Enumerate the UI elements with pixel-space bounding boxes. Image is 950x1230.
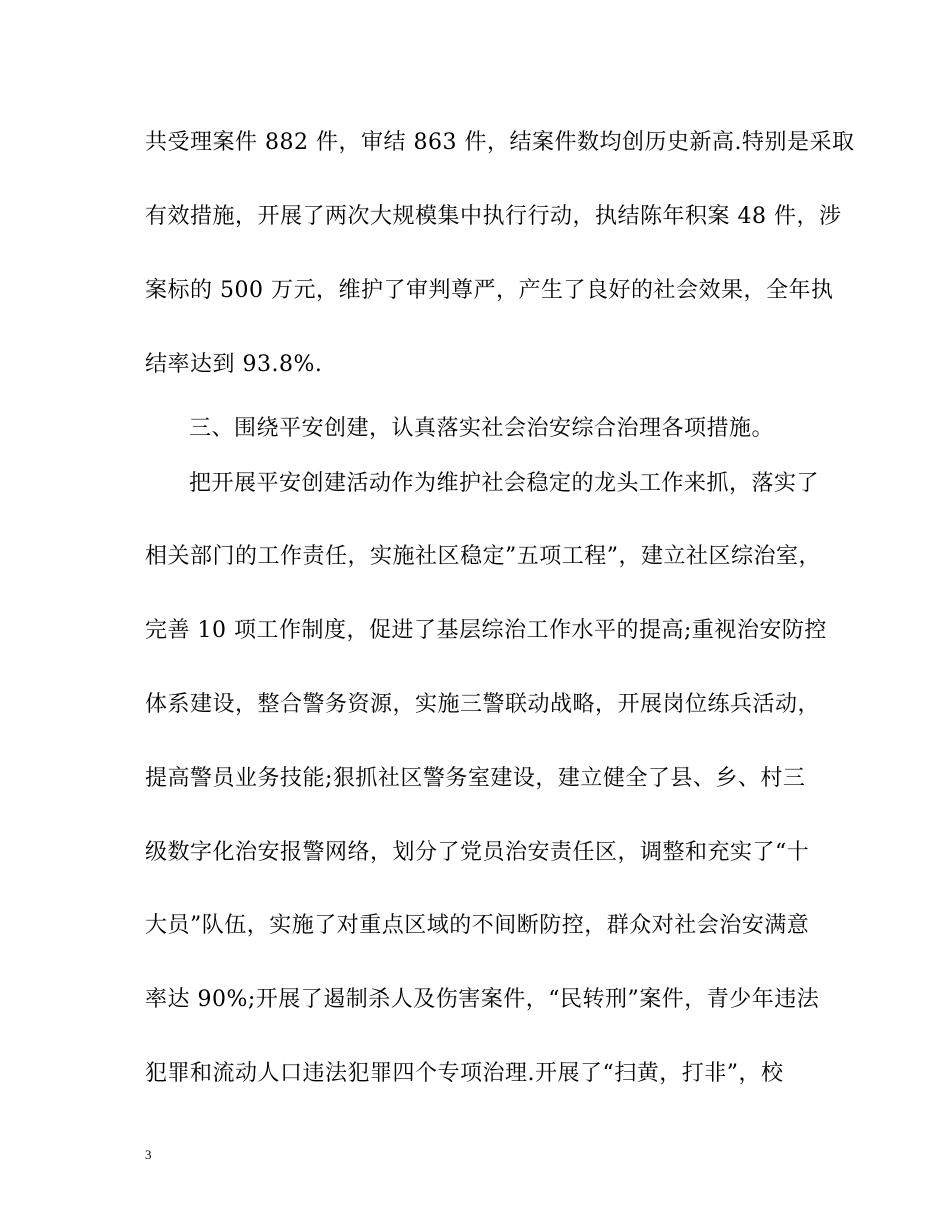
text-line: 提高警员业务技能;狠抓社区警务室建设，建立健全了县、乡、村三	[145, 766, 806, 791]
paragraph-first-line: 把开展平安创建活动作为维护社会稳定的龙头工作来抓，落实了	[189, 471, 820, 496]
text-line: 共受理案件 882 件，审结 863 件，结案件数均创历史新高.特别是采取	[145, 130, 855, 155]
text-line: 结率达到 93.8%.	[145, 352, 323, 377]
text-line: 有效措施，开展了两次大规模集中执行行动，执结陈年积案 48 件，涉	[145, 204, 842, 229]
text-line: 案标的 500 万元，维护了审判尊严，产生了良好的社会效果，全年执	[145, 278, 834, 303]
text-line: 率达 90%;开展了遏制杀人及伤害案件，“民转刑”案件，青少年违法	[145, 987, 820, 1012]
page-number: 3	[145, 1147, 152, 1162]
text-line: 体系建设，整合警务资源，实施三警联动战略，开展岗位练兵活动，	[145, 692, 821, 717]
text-line: 大员”队伍，实施了对重点区域的不间断防控，群众对社会治安满意	[145, 913, 810, 938]
text-line: 级数字化治安报警网络，划分了党员治安责任区，调整和充实了“十	[145, 840, 810, 865]
text-line: 犯罪和流动人口违法犯罪四个专项治理.开展了“扫黄，打非”，校	[145, 1061, 784, 1086]
section-heading: 三、围绕平安创建，认真落实社会治安综合治理各项措施。	[189, 416, 775, 441]
text-line: 完善 10 项工作制度，促进了基层综治工作水平的提高;重视治安防控	[145, 618, 827, 643]
text-line: 相关部门的工作责任，实施社区稳定”五项工程”，建立社区综治室，	[145, 544, 821, 569]
